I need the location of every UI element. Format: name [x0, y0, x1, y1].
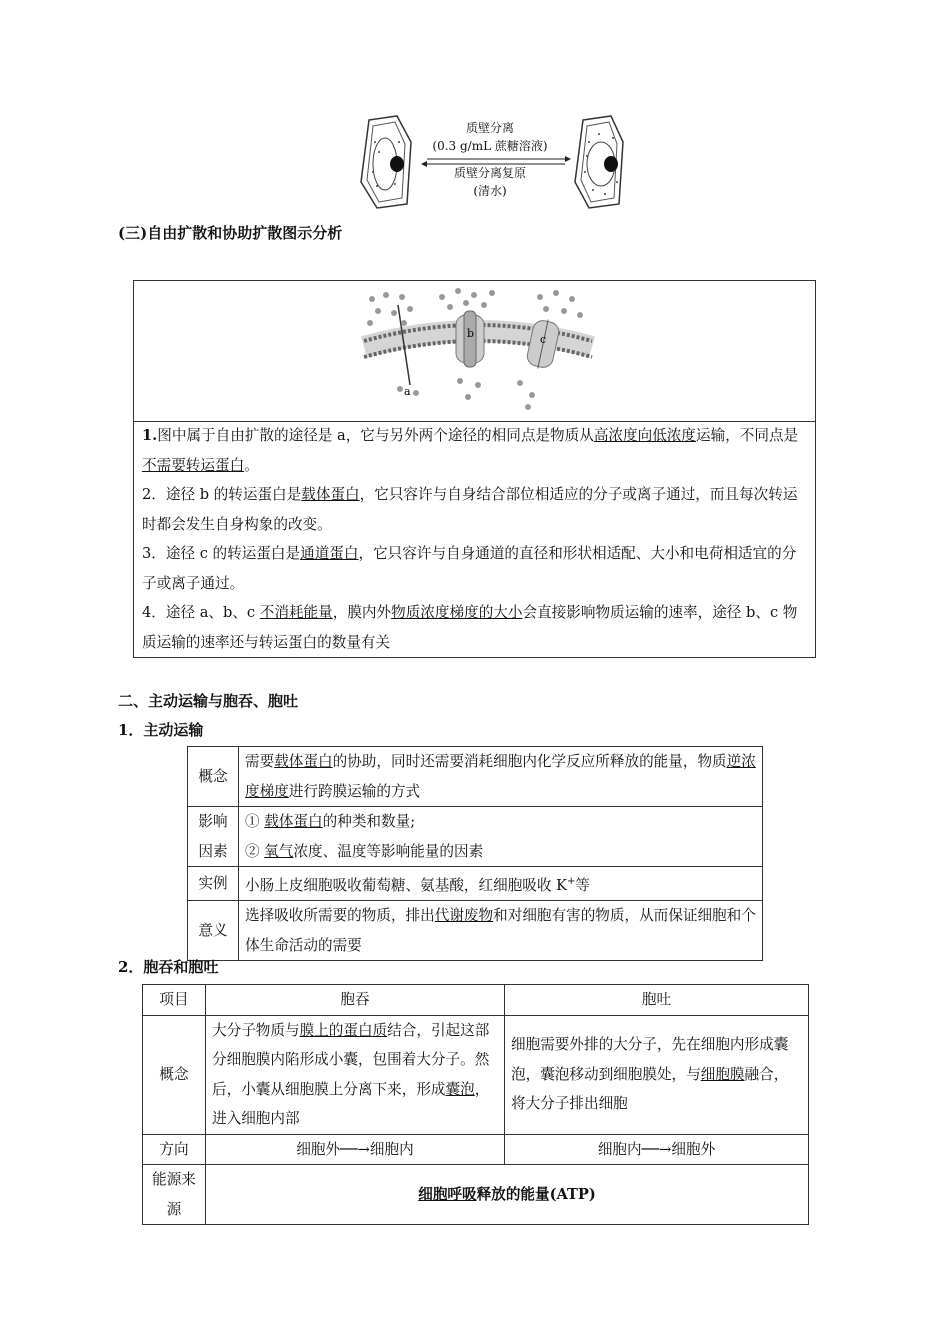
row-header-significance: 意义: [188, 901, 239, 961]
endocytosis-concept-cell: 大分子物质与膜上的蛋白质结合，引起这部分细胞膜内陷形成小囊，包围着大分子。然后，小囊从细胞膜上分离下来，形成囊泡，进入细胞内部: [206, 1015, 505, 1134]
plasmolysis-label: 质壁分离: [465, 121, 514, 135]
endocytosis-exocytosis-table: [142, 984, 809, 1225]
row-header-examples: 实例: [188, 867, 239, 901]
path-b-label: b: [467, 327, 475, 340]
sucrose-solution-label: (0.3 g/mL 蔗糖溶液): [432, 139, 548, 153]
analysis-point-2: 2．途径 b 的转运蛋白是载体蛋白，它只容许与自身结合部位相适应的分子或离子通过，而且每次转运时都会发生自身构象的改变。: [142, 486, 798, 533]
section2-title: 二、主动运输与胞吞、胞吐: [118, 692, 299, 710]
examples-cell: 小肠上皮细胞吸收葡萄糖、氨基酸，红细胞吸收 K+等: [239, 867, 763, 901]
analysis-point-1: 1.图中属于自由扩散的途径是 a，它与另外两个途径的相同点是物质从高浓度向低浓度运输，不同点是不需要转运蛋白。: [142, 427, 799, 474]
table-row: [188, 901, 763, 961]
row-header-concept: 概念: [143, 1015, 206, 1134]
path-a-label: a: [404, 385, 411, 398]
table-row: [188, 747, 763, 807]
energy-source-cell: 细胞呼吸释放的能量(ATP): [206, 1165, 809, 1225]
deplasmolysis-label: 质壁分离复原: [453, 166, 526, 180]
analysis-text: [142, 421, 807, 657]
active-transport-table: [187, 746, 763, 961]
header-endocytosis: 胞吞: [206, 985, 505, 1016]
membrane-transport-diagram: [360, 285, 596, 415]
row-header-concept: 概念: [188, 747, 239, 807]
endocytosis-direction: 细胞外──→细胞内: [206, 1134, 505, 1165]
concept-cell: 需要载体蛋白的协助，同时还需要消耗细胞内化学反应所释放的能量，物质逆浓度梯度进行跨膜运输的方式: [239, 747, 763, 807]
table-row: [188, 807, 763, 867]
active-transport-title: 1．主动运输: [118, 721, 204, 739]
analysis-point-3: 3．途径 c 的转运蛋白是通道蛋白，它只容许与自身通道的直径和形状相适配、大小和电荷相适宜的分子或离子通过。: [142, 545, 797, 592]
table-row: [143, 985, 809, 1016]
diffusion-analysis-box: [133, 280, 816, 658]
table-row: [188, 867, 763, 901]
row-header-direction: 方向: [143, 1134, 206, 1165]
table-row: [143, 1015, 809, 1134]
row-header-energy: 能源来源: [143, 1165, 206, 1225]
exocytosis-direction: 细胞内──→细胞外: [505, 1134, 809, 1165]
path-c-label: c: [540, 333, 547, 346]
table-row: [143, 1165, 809, 1225]
section3-title: (三)自由扩散和协助扩散图示分析: [118, 224, 343, 242]
significance-cell: 选择吸收所需要的物质，排出代谢废物和对细胞有害的物质，从而保证细胞和个体生命活动的需要: [239, 901, 763, 961]
row-header-factors: 影响因素: [188, 807, 239, 867]
analysis-point-4: 4．途径 a、b、c 不消耗能量，膜内外物质浓度梯度的大小会直接影响物质运输的速率，途径 b、c 物质运输的速率还与转运蛋白的数量有关: [142, 604, 798, 651]
header-item: 项目: [143, 985, 206, 1016]
table-row: [143, 1134, 809, 1165]
header-exocytosis: 胞吐: [505, 985, 809, 1016]
water-label: (清水): [473, 184, 507, 198]
endo-exo-title: 2．胞吞和胞吐: [118, 958, 219, 976]
factors-cell: ① 载体蛋白的种类和数量; ② 氧气浓度、温度等影响能量的因素: [239, 807, 763, 867]
exocytosis-concept-cell: 细胞需要外排的大分子，先在细胞内形成囊泡，囊泡移动到细胞膜处，与细胞膜融合，将大分子排出细胞: [505, 1015, 809, 1134]
